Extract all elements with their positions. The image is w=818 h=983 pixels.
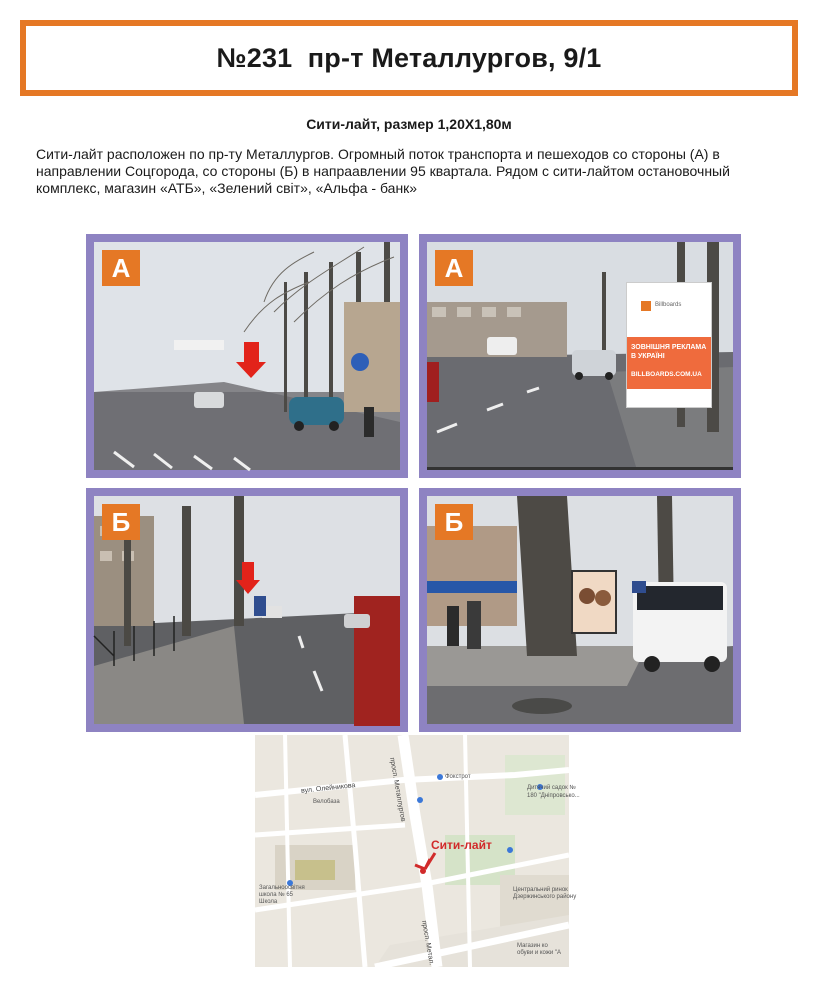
map-label-market-2: Дзержинського району	[513, 894, 577, 900]
map-label-school-2: школа № 65	[259, 892, 293, 898]
ad-site: BILLBOARDS.COM.UA	[631, 371, 702, 378]
ad-text: ЗОВНІШНЯ РЕКЛАМА В УКРАЇНІ	[631, 344, 707, 360]
side-badge: Б	[435, 504, 473, 540]
citylight-marker-label: Сити-лайт	[431, 838, 492, 852]
side-badge: А	[435, 250, 473, 286]
map-label-veloboza: Велобаза	[313, 799, 340, 805]
street-photo	[427, 242, 733, 470]
street-photo	[94, 496, 400, 724]
page-title: №231 пр-т Металлургов, 9/1	[216, 42, 602, 73]
map-label-shop-2: обуви и кожи "А	[517, 950, 561, 956]
map-label-kindergarten: Дитячий садок №	[527, 785, 576, 791]
citylight-ad	[626, 282, 712, 408]
street-label-left: вул. Олейникова	[300, 782, 356, 795]
map-label-fokstrot: Фокстрот	[445, 774, 471, 780]
map-label-market: Центральний ринок	[513, 887, 568, 893]
street-photo	[94, 242, 400, 470]
street-label-main: просп. Металлургов	[388, 757, 407, 823]
street-label-main-bottom: просп. Метал.	[420, 920, 435, 966]
map-label-kindergarten-2: 180 "Дніпровсько...	[527, 793, 580, 799]
photo-side-a-1[interactable]	[86, 234, 408, 478]
size-subtitle: Сити-лайт, размер 1,20Х1,80м	[306, 116, 512, 132]
title-box	[20, 20, 798, 96]
description-text: Сити-лайт расположен по пр-ту Металлургов. Огромный поток транспорта и пешеходов со стороны (А) в направлении Соцгорода, со стороны (Б) в напраавлении 95 квартала. Рядом с сити-лайтом остановочный комплекс, магазин «АТБ», «Зелений світ», «Альфа - банк»	[36, 146, 730, 196]
side-badge: А	[102, 250, 140, 286]
street-photo	[427, 496, 733, 724]
side-badge: Б	[102, 504, 140, 540]
map-label-school-3: Школа	[259, 899, 278, 905]
location-map[interactable]	[255, 735, 580, 967]
photo-side-a-2[interactable]	[419, 234, 741, 478]
photo-side-b-2[interactable]	[419, 488, 741, 732]
map-streets	[255, 735, 569, 967]
ad-brand: Billboards	[655, 302, 682, 308]
map-label-school: Загальноосвітня	[259, 885, 305, 891]
photo-side-b-1[interactable]	[86, 488, 408, 732]
map-label-shop: Магазин ко	[517, 943, 548, 949]
billboards-logo-icon	[641, 301, 651, 311]
